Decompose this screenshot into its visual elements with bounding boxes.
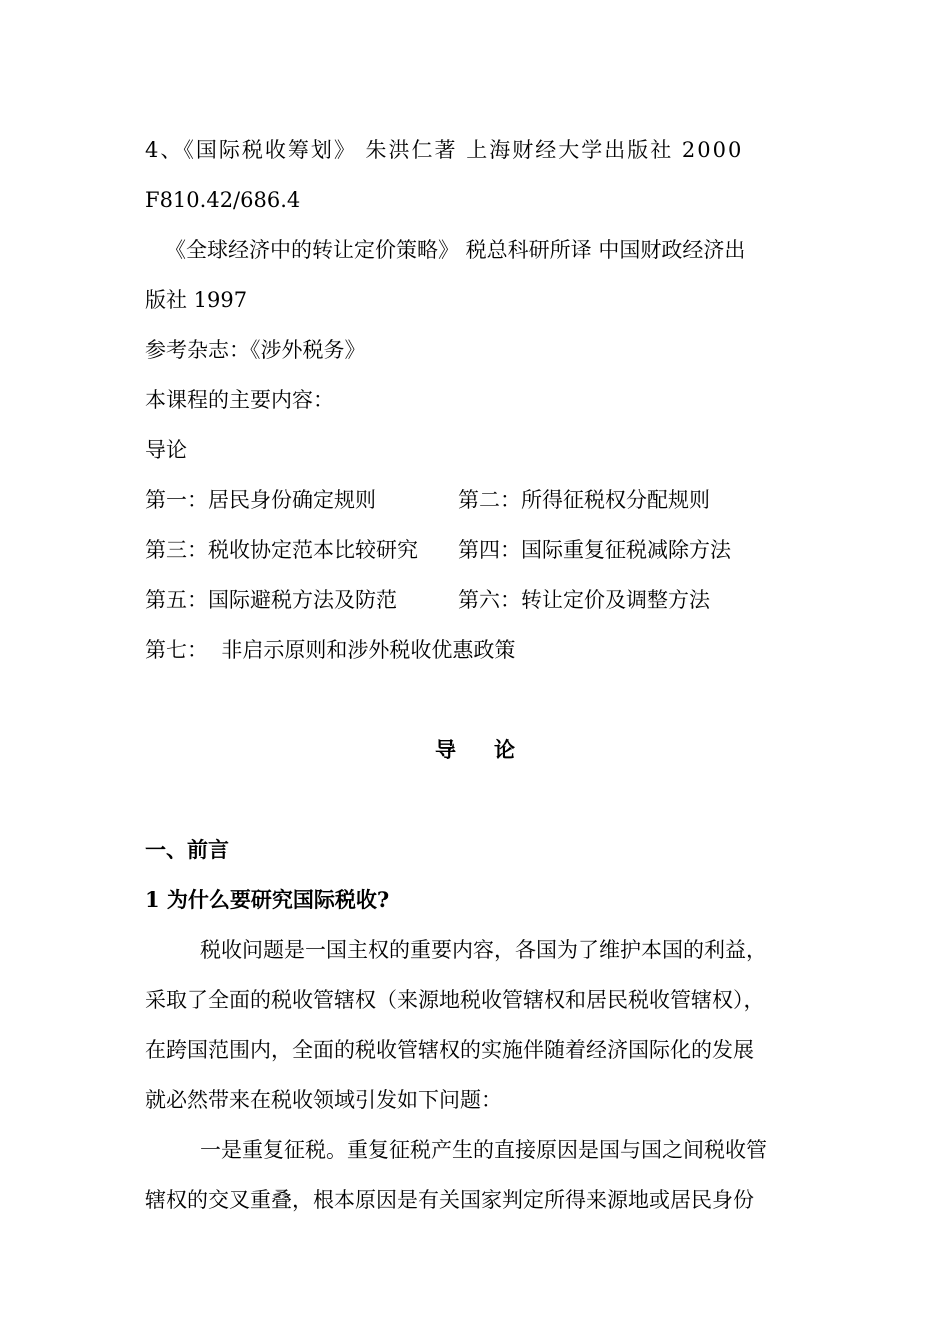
chapter-1: 第一：居民身份确定规则 bbox=[145, 488, 376, 512]
chapter-row-1 bbox=[145, 485, 710, 515]
section-title bbox=[0, 735, 950, 765]
chapter-row-2 bbox=[145, 535, 731, 565]
chapter-3: 第三：税收协定范本比较研究 bbox=[145, 538, 418, 562]
section-title-part-2: 论 bbox=[494, 737, 515, 762]
section-title-part-1: 导 bbox=[435, 737, 456, 762]
paragraph-2-line-2: 辖权的交叉重叠，根本原因是有关国家判定所得来源地或居民身份 bbox=[145, 1188, 754, 1212]
chapter-2: 第二：所得征税权分配规则 bbox=[458, 488, 710, 512]
reference-1-line-2: F810.42/686.4 bbox=[145, 188, 301, 212]
question-heading: 1 为什么要研究国际税收? bbox=[145, 887, 390, 912]
chapter-5: 第五：国际避税方法及防范 bbox=[145, 588, 397, 612]
chapter-6: 第六：转让定价及调整方法 bbox=[458, 588, 710, 612]
journal-reference: 参考杂志：《涉外税务》 bbox=[145, 338, 366, 362]
paragraph-1-line-1: 税收问题是一国主权的重要内容，各国为了维护本国的利益， bbox=[200, 938, 767, 962]
chapter-row-3 bbox=[145, 585, 710, 615]
reference-2-line-2: 版社 1997 bbox=[145, 288, 248, 312]
paragraph-1-line-4: 就必然带来在税收领域引发如下问题： bbox=[145, 1088, 502, 1112]
reference-2-line-1: 《全球经济中的转让定价策略》 税总科研所译 中国财政经济出 bbox=[165, 238, 746, 262]
subsection-heading: 一、前言 bbox=[145, 837, 229, 862]
contents-intro: 导论 bbox=[145, 438, 187, 462]
paragraph-1-line-2: 采取了全面的税收管辖权（来源地税收管辖权和居民税收管辖权）， bbox=[145, 988, 765, 1012]
paragraph-1-line-3: 在跨国范围内，全面的税收管辖权的实施伴随着经济国际化的发展 bbox=[145, 1038, 754, 1062]
chapter-7: 第七： 非启示原则和涉外税收优惠政策 bbox=[145, 638, 516, 662]
reference-1-line-1: 4、《国际税收筹划》 朱洪仁著 上海财经大学出版社 2000 bbox=[145, 138, 744, 162]
paragraph-2-line-1: 一是重复征税。重复征税产生的直接原因是国与国之间税收管 bbox=[200, 1138, 767, 1162]
chapter-4: 第四：国际重复征税减除方法 bbox=[458, 538, 731, 562]
contents-heading: 本课程的主要内容： bbox=[145, 388, 334, 412]
